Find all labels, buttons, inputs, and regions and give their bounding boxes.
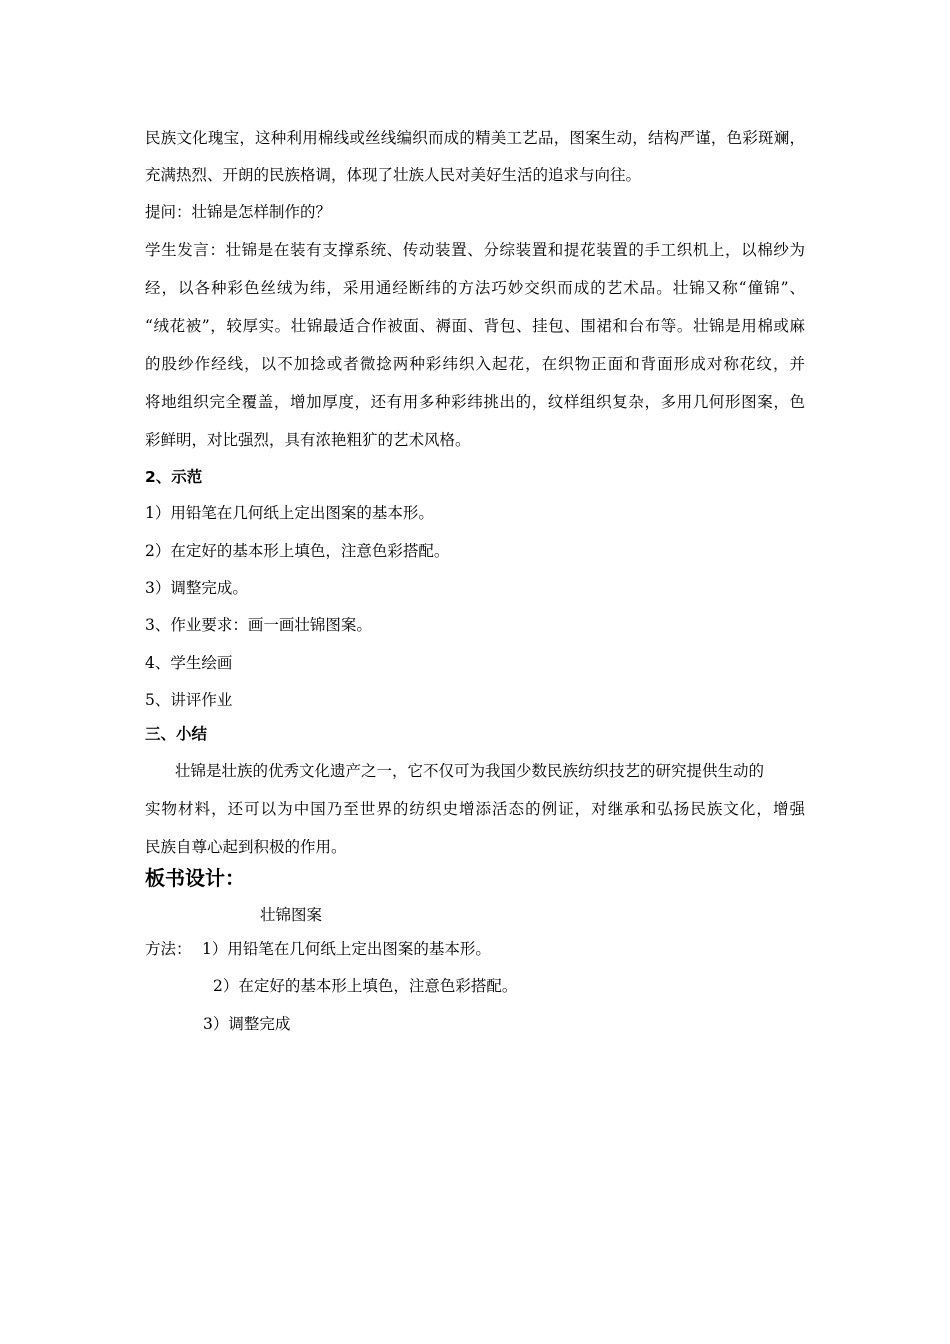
- question-line: 提问：壮锦是怎样制作的？: [145, 203, 332, 221]
- demo-step-1: 1）用铅笔在几何纸上定出图案的基本形。: [145, 504, 434, 522]
- board-title: 壮锦图案: [260, 906, 323, 924]
- intro-line-1: 民族文化瑰宝，这种利用棉线或丝线编织而成的精美工艺品，图案生动，结构严谨，色彩斑斓，: [145, 129, 805, 147]
- drawing-line: 4、学生绘画: [145, 654, 233, 672]
- demo-step-3: 3）调整完成。: [145, 579, 248, 597]
- answer-line-1: 学生发言：壮锦是在装有支撑系统、传动装置、分综装置和提花装置的手工织机上，以棉纱为: [145, 241, 805, 259]
- answer-line-6: 彩鲜明，对比强烈，具有浓艳粗犷的艺术风格。: [145, 431, 471, 449]
- board-step-2: 2）在定好的基本形上填色，注意色彩搭配。: [213, 977, 518, 995]
- demo-step-2: 2）在定好的基本形上填色，注意色彩搭配。: [145, 542, 450, 560]
- board-design-heading: 板书设计：: [145, 866, 245, 890]
- board-method-label: 方法：: [145, 940, 192, 958]
- board-step-3: 3）调整完成: [203, 1015, 291, 1033]
- summary-line-2: 实物材料，还可以为中国乃至世界的纺织史增添活态的例证，对继承和弘扬民族文化，增强: [145, 800, 805, 818]
- answer-line-4: 的股纱作经线，以不加捻或者微捻两种彩纬织入起花，在织物正面和背面形成对称花纹，并: [145, 355, 805, 373]
- answer-line-5: 将地组织完全覆盖，增加厚度，还有用多种彩纬挑出的，纹样组织复杂，多用几何形图案，色: [145, 393, 805, 411]
- demo-heading: 2、示范: [145, 468, 203, 486]
- summary-heading: 三、小结: [145, 725, 208, 743]
- answer-line-2: 经，以各种彩色丝绒为纬，采用通经断纬的方法巧妙交织而成的艺术品。壮锦又称“僮锦”、: [145, 279, 805, 297]
- summary-line-1: 壮锦是壮族的优秀文化遗产之一，它不仅可为我国少数民族纺织技艺的研究提供生动的: [175, 762, 765, 780]
- summary-line-3: 民族自尊心起到积极的作用。: [145, 838, 347, 856]
- answer-line-3: “绒花被”，较厚实。壮锦最适合作被面、褥面、背包、挂包、围裙和台布等。壮锦是用棉或麻: [145, 317, 805, 335]
- review-line: 5、讲评作业: [145, 691, 233, 709]
- board-step-1: 1）用铅笔在几何纸上定出图案的基本形。: [202, 940, 491, 958]
- homework-line: 3、作业要求：画一画壮锦图案。: [145, 616, 372, 634]
- intro-line-2: 充满热烈、开朗的民族格调，体现了壮族人民对美好生活的追求与向往。: [145, 166, 642, 184]
